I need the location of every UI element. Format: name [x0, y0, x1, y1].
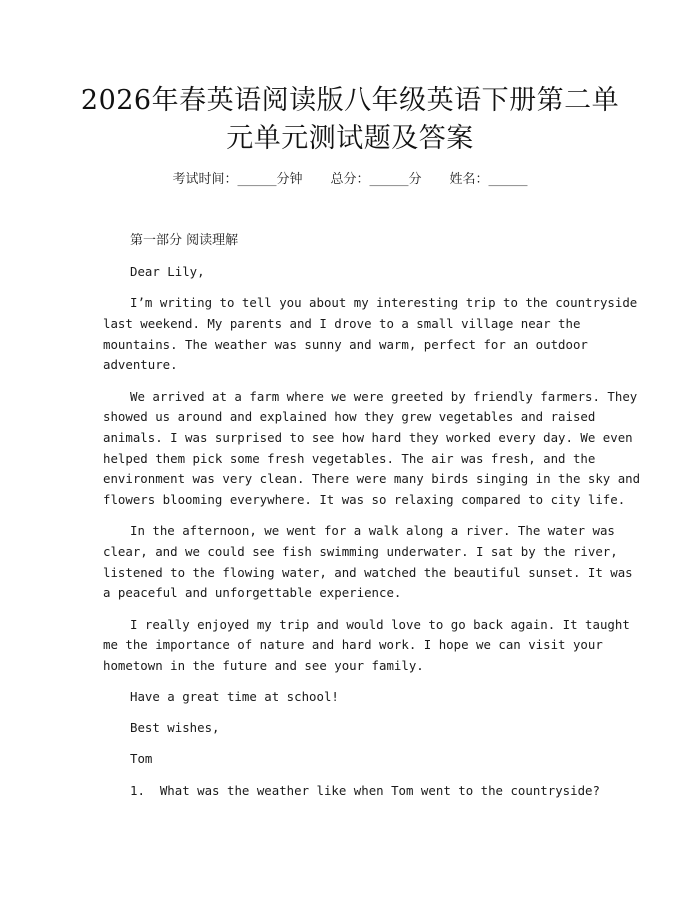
question-number: 1. — [130, 782, 145, 798]
letter-paragraph-4 — [103, 615, 630, 677]
document-title — [60, 82, 640, 158]
paragraph-line: helped them pick some fresh vegetables. The air was fresh, and the — [103, 450, 596, 466]
title-line-1: 2026年春英语阅读版八年级英语下册第二单 — [80, 85, 620, 116]
question-1 — [103, 781, 605, 802]
paragraph-line: animals. I was surprised to see how hard they worked every day. We even — [103, 430, 633, 445]
exam-info — [0, 168, 700, 187]
exam-time-field: 考试时间：______分钟 — [172, 172, 303, 187]
letter-paragraph-3 — [103, 521, 633, 604]
paragraph-line: adventure. — [103, 357, 178, 373]
paragraph-line: environment was very clean. There were many birds singing in the sky and — [103, 471, 641, 487]
paragraph-line: mountains. The weather was sunny and warm, perfect for an outdoor — [103, 336, 588, 352]
paragraph-line: hometown in the future and see your family. — [103, 657, 424, 673]
paragraph-line: last weekend. My parents and I drove to a small village near the — [103, 316, 581, 332]
paragraph-line: a peaceful and unforgettable experience. — [103, 585, 402, 601]
paragraph-line: listened to the flowing water, and watched the beautiful sunset. It was — [103, 564, 633, 580]
paragraph-line: I really enjoyed my trip and would love to go back again. It taught — [130, 616, 630, 632]
paragraph-line: me the importance of nature and hard work. I hope we can visit your — [103, 637, 603, 653]
paragraph-line: We arrived at a farm where we were greeted by friendly farmers. They — [130, 388, 638, 404]
paragraph-line: In the afternoon, we went for a walk along a river. The water was — [130, 523, 615, 539]
exam-score-field: 总分：______分 — [330, 172, 422, 187]
paragraph-line: clear, and we could see fish swimming underwater. I sat by the river, — [103, 543, 618, 559]
letter-paragraph-1 — [103, 293, 638, 376]
letter-greeting: Dear Lily, — [130, 264, 205, 280]
question-text: What was the weather like when Tom went to the countryside? — [159, 782, 600, 798]
document-body — [103, 231, 641, 801]
letter-paragraph-2 — [103, 387, 641, 511]
paragraph-line: showed us around and explained how they grew vegetables and raised — [103, 409, 596, 425]
title-line-2: 元单元测试题及答案 — [226, 123, 474, 154]
letter-closing-line: Have a great time at school! — [130, 689, 339, 705]
section-heading: 第一部分 阅读理解 — [130, 233, 239, 248]
paragraph-line: I’m writing to tell you about my interesting trip to the countryside — [130, 295, 638, 311]
exam-name-field: 姓名：______ — [449, 172, 528, 187]
letter-sign-off: Best wishes, — [130, 720, 220, 736]
letter-signature: Tom — [130, 751, 153, 767]
paragraph-line: flowers blooming everywhere. It was so relaxing compared to city life. — [103, 492, 626, 508]
